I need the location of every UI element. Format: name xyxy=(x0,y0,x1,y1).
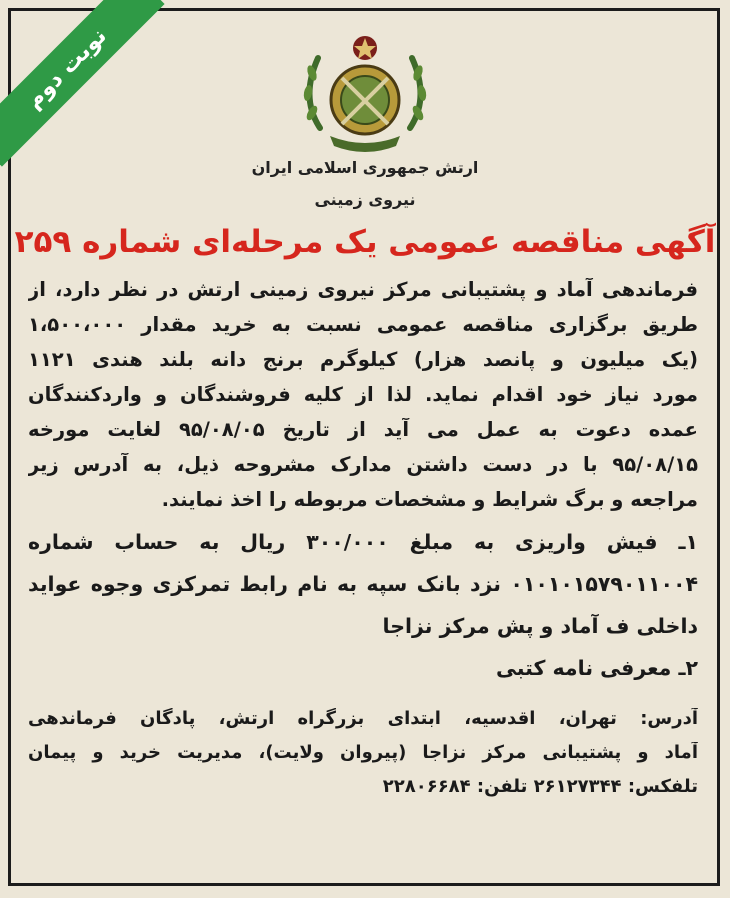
body-line: ۹۵/۰۸/۱۵ با در دست داشتن مدارک مشروحه ذیل، به آدرس زیر xyxy=(28,453,698,476)
requirement-1-account: ۰۱۰۱۰۱۵۷۹۰۱۱۰۰۴ نزد بانک سپه به نام رابط تمرکزی وجوه عواید xyxy=(28,572,698,596)
body-line: فرماندهی آماد و پشتیبانی مرکز نیروی زمینی ارتش در نظر دارد، از xyxy=(28,278,698,301)
body-line: (یک میلیون و پانصد هزار) کیلوگرم برنج دانه بلند هندی ۱۱۲۱ xyxy=(28,348,698,371)
org-name: ارتش جمهوری اسلامی ایران xyxy=(251,158,479,177)
body-line: عمده دعوت به عمل می آید از تاریخ ۹۵/۰۸/۰۵ لغایت مورخه xyxy=(28,418,698,441)
ribbon-container xyxy=(0,0,180,180)
requirement-1-unit: داخلی ف آماد و پش مرکز نزاجا xyxy=(382,614,698,638)
requirement-1: ۱ـ فیش واریزی به مبلغ ۳۰۰/۰۰۰ ریال به حساب شماره xyxy=(28,530,698,554)
address-line: آماد و پشتیبانی مرکز نزاجا (پیروان ولایت)، مدیریت خرید و پیمان xyxy=(28,742,698,763)
address-line: آدرس: تهران، اقدسیه، ابتدای بزرگراه ارتش، پادگان فرماندهی xyxy=(28,708,698,729)
org-branch: نیروی زمینی xyxy=(314,190,416,209)
body-line: مورد نیاز خود اقدام نماید. لذا از کلیه فروشندگان و واردکنندگان xyxy=(28,383,698,406)
requirement-2: ۲ـ معرفی نامه کتبی xyxy=(495,656,698,680)
army-emblem-icon xyxy=(290,18,440,160)
second-insertion-ribbon: نوبت دوم xyxy=(0,0,165,167)
ad-title: آگهی مناقصه عمومی یک مرحله‌ای شماره ۲۵۹ xyxy=(14,224,716,260)
body-line: مراجعه و برگ شرایط و مشخصات مربوطه را اخذ نمایند. xyxy=(161,488,698,511)
body-line: طریق برگزاری مناقصه عمومی نسبت به خرید مقدار ۱،۵۰۰،۰۰۰ xyxy=(28,313,698,336)
contact-phones: تلفکس: ۲۶۱۲۷۳۴۴ تلفن: ۲۲۸۰۶۶۸۴ xyxy=(382,776,698,797)
